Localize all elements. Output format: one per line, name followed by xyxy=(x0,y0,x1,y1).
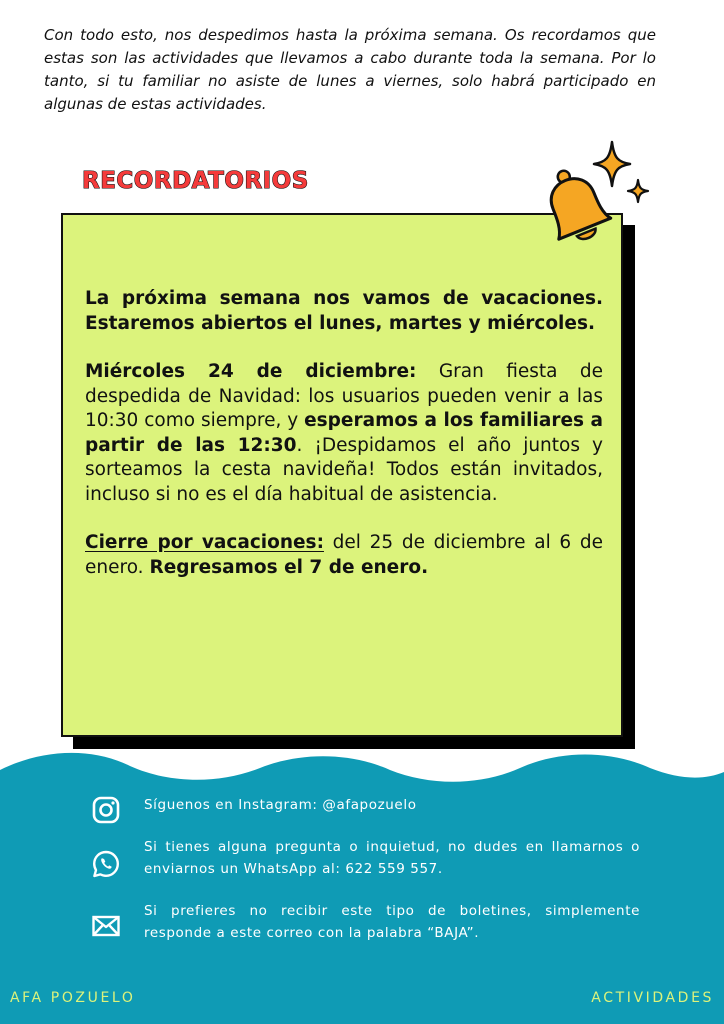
unsubscribe-text: Si prefieres no recibir este tipo de boletines, simplemente responde a este correo con la palabra “BAJA”. xyxy=(144,903,640,941)
party-text-2: . ¡Despidamos el año juntos y sorteamos la cesta navideña! Todos están invitados, incluso si no es el día habitual de asistencia. xyxy=(85,434,604,505)
vacation-notice: La próxima semana nos vamos de vacaciones. Estaremos abiertos el lunes, martes y miércoles. xyxy=(85,288,603,334)
closing-label: Cierre por vacaciones: xyxy=(85,532,324,553)
closing-text: del 25 de diciembre al 6 de enero. xyxy=(85,532,603,578)
whatsapp-icon[interactable] xyxy=(90,848,122,880)
party-highlight: esperamos a los familiares a partir de las 12:30 xyxy=(85,410,603,456)
whatsapp-text[interactable]: Si tienes alguna pregunta o inquietud, no dudes en llamarnos o enviarnos un WhatsApp al: 622 559 557. xyxy=(144,839,640,877)
instagram-icon[interactable] xyxy=(90,794,122,826)
party-paragraph xyxy=(85,360,603,507)
reminders-body xyxy=(85,287,603,604)
party-text-1: Gran fiesta de despedida de Navidad: los usuarios pueden venir a las 10:30 como siempre, y xyxy=(85,361,603,431)
contact-unsubscribe xyxy=(90,900,650,944)
contact-whatsapp xyxy=(90,836,650,880)
footer-brand-left: AFA POZUELO xyxy=(10,990,136,1006)
bell-icon xyxy=(528,130,658,260)
party-date: Miércoles 24 de diciembre: xyxy=(85,361,417,382)
contact-instagram xyxy=(90,794,650,826)
instagram-text[interactable]: Síguenos en Instagram: @afapozuelo xyxy=(144,797,417,813)
intro-paragraph: Con todo esto, nos despedimos hasta la próxima semana. Os recordamos que estas son las actividades que llevamos a cabo durante toda la semana. Por lo tanto, si tu familiar no asiste de lunes a viernes, solo habrá participado en algunas de estas actividades. xyxy=(44,26,656,113)
footer xyxy=(0,750,724,1024)
closing-paragraph xyxy=(85,531,603,580)
reminders-card xyxy=(61,213,623,737)
mail-icon[interactable] xyxy=(90,910,122,942)
footer-brand-right: ACTIVIDADES xyxy=(591,990,714,1006)
footer-wave xyxy=(0,750,724,1024)
reminders-title: RECORDATORIOS xyxy=(82,168,309,194)
closing-return: Regresamos el 7 de enero. xyxy=(149,556,429,578)
sparkle-icon xyxy=(594,142,648,202)
